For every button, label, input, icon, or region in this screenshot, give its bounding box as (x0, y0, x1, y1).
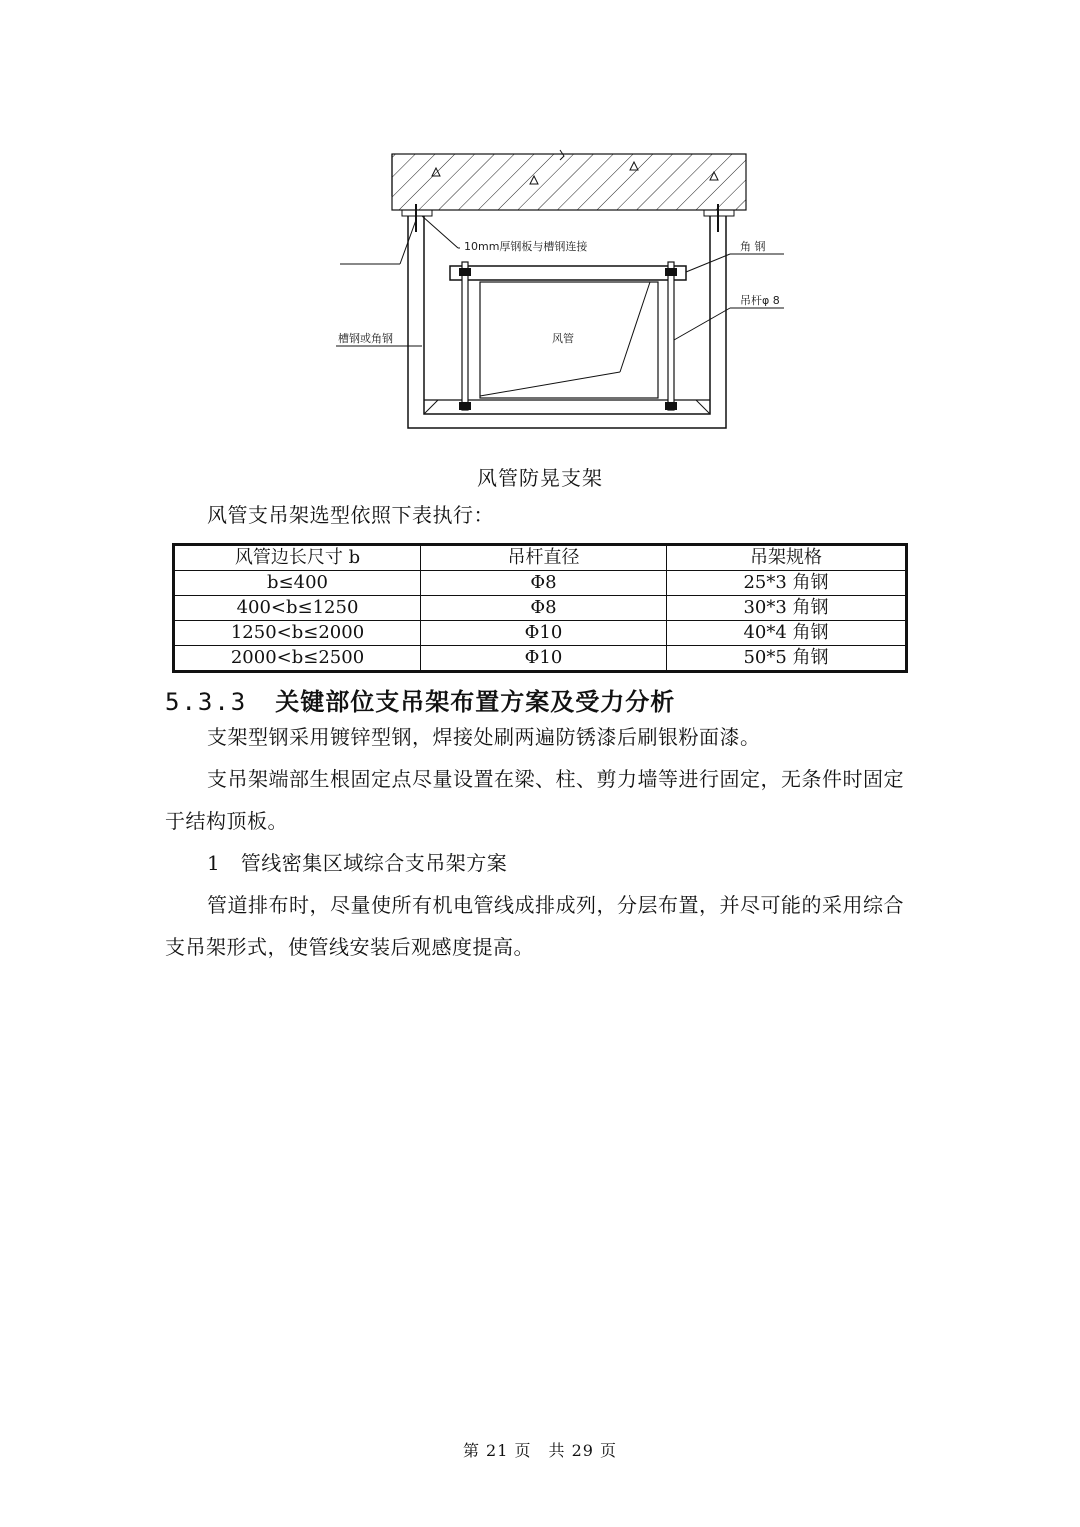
figure-caption: 风管防晃支架 (477, 466, 603, 490)
paragraph-layout: 管道排布时，尽量使所有机电管线成排成列，分层布置，并尽可能的采用综合支吊架形式，使管线安装后观感度提高。 (165, 893, 904, 959)
plate-label: 10mm厚钢板与槽钢连接 (464, 240, 588, 253)
page-footer: 第 21 页 共 29 页 (462, 1441, 618, 1460)
rod-label: 吊杆φ 8 (740, 294, 780, 307)
cell-rod-diameter: Φ8 (421, 571, 667, 596)
duct-label: 风管 (552, 332, 574, 345)
duct-hanger-spec-table (172, 543, 908, 673)
cell-duct-size: 2000<b≤2500 (174, 646, 421, 672)
cell-hanger-spec: 50*5 角钢 (667, 646, 907, 672)
cell-duct-size: b≤400 (174, 571, 421, 596)
table-row (174, 646, 907, 672)
subsection-title: 1 管线密集区域综合支吊架方案 (207, 851, 508, 875)
cell-rod-diameter: Φ10 (421, 621, 667, 646)
cell-hanger-spec: 40*4 角钢 (667, 621, 907, 646)
cell-rod-diameter: Φ8 (421, 596, 667, 621)
channel-label: 槽钢或角钢 (338, 332, 393, 345)
paragraph-steel: 支架型钢采用镀锌型钢，焊接处刷两遍防锈漆后刷银粉面漆。 (207, 725, 761, 749)
paragraph-anchoring: 支吊架端部生根固定点尽量设置在梁、柱、剪力墙等进行固定，无条件时固定于结构顶板。 (165, 767, 904, 833)
cell-rod-diameter: Φ10 (421, 646, 667, 672)
section-number: 5.3.3 (165, 688, 248, 716)
table-row (174, 621, 907, 646)
table-row (174, 571, 907, 596)
cell-hanger-spec: 25*3 角钢 (667, 571, 907, 596)
angle-steel-label: 角 钢 (740, 240, 766, 253)
table-header-row (174, 545, 907, 571)
table-row (174, 596, 907, 621)
support-diagram (330, 140, 800, 440)
duct-anti-sway-support-figure (330, 140, 800, 440)
cell-duct-size: 400<b≤1250 (174, 596, 421, 621)
header-duct-size: 风管边长尺寸 b (174, 545, 421, 571)
cell-hanger-spec: 30*3 角钢 (667, 596, 907, 621)
table-intro: 风管支吊架选型依照下表执行： (207, 503, 494, 527)
concrete-slab (392, 150, 746, 210)
section-heading (165, 682, 965, 717)
header-rod-diameter: 吊杆直径 (421, 545, 667, 571)
angle-steel-bar (450, 266, 686, 280)
cell-duct-size: 1250<b≤2000 (174, 621, 421, 646)
header-hanger-spec: 吊架规格 (667, 545, 907, 571)
section-title: 关键部位支吊架布置方案及受力分析 (275, 688, 676, 716)
